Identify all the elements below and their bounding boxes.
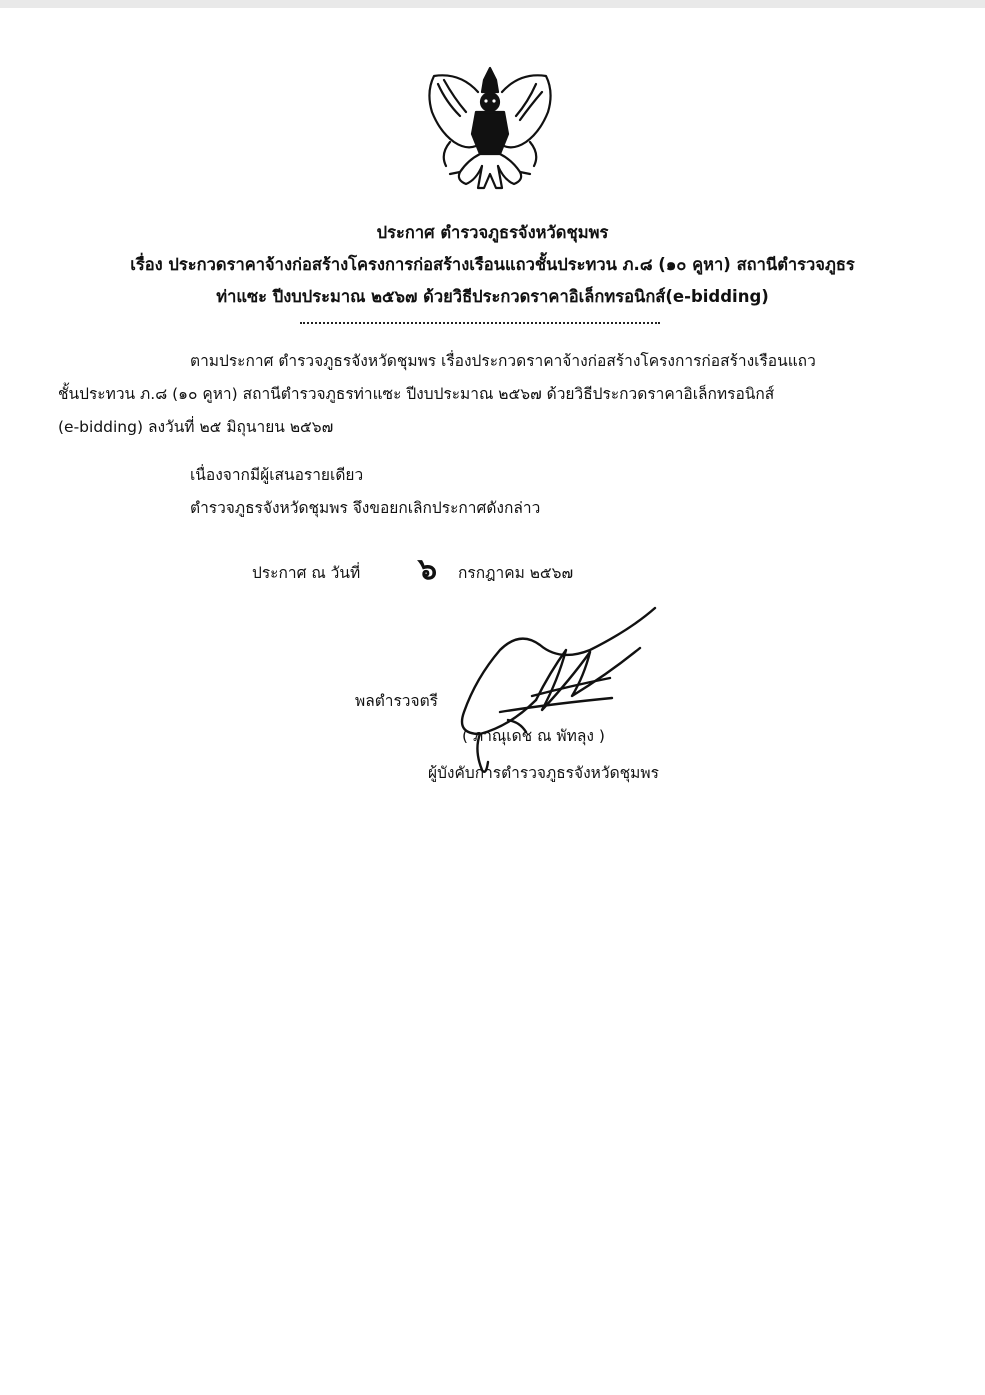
paragraph-3: ตำรวจภูธรจังหวัดชุมพร จึงขอยกเลิกประกาศดังกล่าว <box>190 499 541 517</box>
garuda-emblem-icon <box>420 62 560 197</box>
paragraph-1-line-2: ชั้นประทวน ภ.๘ (๑๐ คูหา) สถานีตำรวจภูธรท่าแซะ ปีงบประมาณ ๒๕๖๗ ด้วยวิธีประกวดราคาอิเล็กทรอนิกส์ <box>58 385 775 403</box>
announcement-title: ประกาศ ตำรวจภูธรจังหวัดชุมพร <box>376 223 609 242</box>
signatory-name: ( ภาณุเดช ณ พัทลุง ) <box>462 727 605 745</box>
dateline-month-year: กรกฎาคม ๒๕๖๗ <box>458 564 574 582</box>
dotted-divider <box>300 322 660 324</box>
dateline-day: ๖ <box>418 552 438 587</box>
announcement-subject-line-2: ท่าแซะ ปีงบประมาณ ๒๕๖๗ ด้วยวิธีประกวดราคาอิเล็กทรอนิกส์(e-bidding) <box>216 287 769 306</box>
paragraph-1-line-3: (e-bidding) ลงวันที่ ๒๕ มิถุนายน ๒๕๖๗ <box>58 418 334 436</box>
signatory-position: ผู้บังคับการตำรวจภูธรจังหวัดชุมพร <box>428 764 659 782</box>
dateline-prefix: ประกาศ ณ วันที่ <box>252 564 361 582</box>
signatory-rank: พลตำรวจตรี <box>355 692 438 710</box>
paragraph-1-line-1: ตามประกาศ ตำรวจภูธรจังหวัดชุมพร เรื่องประกวดราคาจ้างก่อสร้างโครงการก่อสร้างเรือนแถว <box>190 352 816 370</box>
paragraph-2: เนื่องจากมีผู้เสนอรายเดียว <box>190 466 364 484</box>
scan-top-edge <box>0 0 985 8</box>
handwritten-signature <box>440 600 670 780</box>
announcement-subject-line-1: เรื่อง ประกวดราคาจ้างก่อสร้างโครงการก่อสร้างเรือนแถวชั้นประทวน ภ.๘ (๑๐ คูหา) สถานีตำรวจภูธร <box>130 255 855 274</box>
